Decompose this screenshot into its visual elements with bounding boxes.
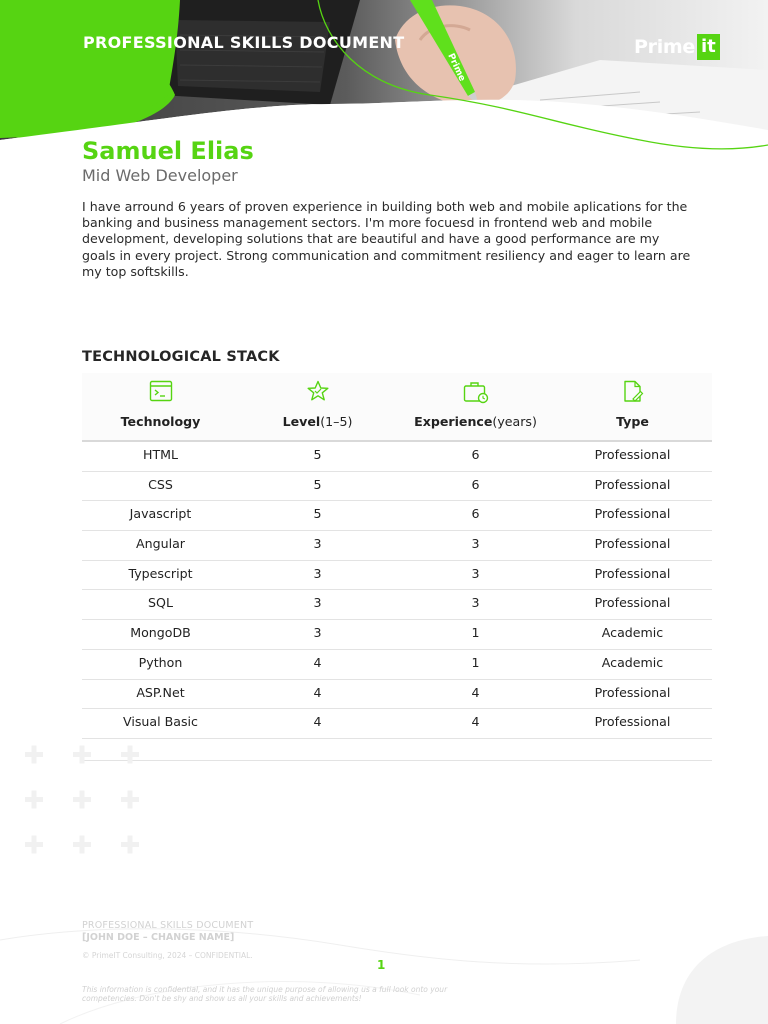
table-row [82, 680, 712, 710]
column-label-technology: Technology [120, 414, 201, 429]
column-header-level [239, 373, 396, 440]
footer-copyright: © PrimeIT Consulting, 2024 – CONFIDENTIAL. [82, 951, 253, 960]
cell-experience: 3 [471, 595, 480, 611]
cell-level: 4 [313, 654, 322, 670]
cell-type: Professional [594, 506, 671, 522]
cell-level: 5 [313, 447, 322, 462]
document-edit-icon [621, 380, 645, 404]
table-bottom-divider [82, 760, 712, 761]
cell-type: Academic [601, 625, 664, 641]
footer-document-title: PROFESSIONAL SKILLS DOCUMENT [82, 920, 254, 931]
page-number: 1 [377, 958, 386, 972]
plus-pattern-decoration [22, 740, 152, 860]
cell-level: 4 [313, 714, 322, 730]
column-label-experience: Experience [414, 414, 493, 429]
cell-level: 3 [313, 536, 322, 552]
cell-type: Academic [601, 654, 664, 670]
cell-type: Professional [594, 714, 671, 730]
table-header [82, 373, 712, 442]
cell-type: Professional [594, 565, 671, 581]
briefcase-clock-icon [463, 380, 489, 404]
document-title: PROFESSIONAL SKILLS DOCUMENT [83, 33, 405, 52]
cell-type: Professional [594, 684, 671, 700]
star-icon [306, 380, 330, 402]
cell-level: 4 [313, 684, 322, 700]
table-row [82, 709, 712, 739]
cell-experience: 3 [471, 565, 480, 581]
cell-type: Professional [594, 536, 671, 552]
terminal-window-icon [149, 380, 173, 402]
cell-technology: ASP.Net [136, 684, 185, 700]
cell-technology: MongoDB [130, 625, 191, 641]
cell-type: Professional [594, 595, 671, 611]
column-unit-experience: (years) [492, 414, 537, 429]
column-header-type [554, 373, 711, 440]
cell-technology: Typescript [128, 565, 193, 581]
table-row [82, 590, 712, 620]
cell-experience: 6 [471, 476, 480, 492]
cell-technology: CSS [148, 476, 173, 492]
pen-brand-text: Prime [445, 52, 467, 84]
cell-type: Professional [594, 476, 671, 492]
cell-experience: 4 [471, 714, 480, 730]
column-header-technology [82, 373, 239, 440]
column-label-type: Type [616, 414, 649, 429]
column-unit-level: (1–5) [320, 414, 353, 429]
cell-experience: 6 [471, 447, 480, 462]
cell-technology: Visual Basic [123, 714, 198, 730]
logo-box: it [697, 34, 720, 60]
logo-word: Prime [634, 36, 695, 58]
table-row [82, 501, 712, 531]
cell-experience: 4 [471, 684, 480, 700]
cell-technology: Python [138, 654, 183, 670]
cell-type: Professional [594, 447, 671, 462]
cell-level: 5 [313, 506, 322, 522]
table-row [82, 620, 712, 650]
table-row [82, 650, 712, 680]
cell-experience: 6 [471, 506, 480, 522]
profile-summary: I have arround 6 years of proven experience in building both web and mobile aplications for the banking and business management sectors. I'm more focuesd in frontend web and mobile development, developing solutions that are beautiful and have a good performance are my goals in every project. Strong communication and commitment resiliency and eager to learn are my top softskills. [82, 199, 691, 279]
person-role: Mid Web Developer [82, 166, 238, 185]
section-title-tech-stack: TECHNOLOGICAL STACK [82, 349, 280, 365]
column-label-level: Level [282, 414, 321, 429]
tech-stack-table [82, 373, 712, 739]
column-header-experience [397, 373, 554, 440]
cell-level: 5 [313, 476, 322, 492]
cell-experience: 3 [471, 536, 480, 552]
header-photo-banner [0, 0, 768, 160]
cell-technology: Javascript [129, 506, 192, 522]
footer-confidential-note: This information is confidential, and it has the unique purpose of allowing us a full look onto your competencies. Don't be shy and show us all your skills and achievements! [82, 985, 448, 1003]
table-row [82, 561, 712, 591]
cell-level: 3 [313, 625, 322, 641]
cell-experience: 1 [471, 625, 480, 641]
person-name: Samuel Elias [82, 137, 254, 165]
footer-candidate-name: [JOHN DOE – CHANGE NAME] [82, 932, 235, 943]
company-logo [634, 33, 720, 61]
table-row [82, 442, 712, 472]
cell-technology: HTML [142, 447, 179, 462]
cell-experience: 1 [471, 654, 480, 670]
table-row [82, 472, 712, 502]
table-row [82, 531, 712, 561]
cell-technology: Angular [136, 536, 185, 552]
cell-level: 3 [313, 565, 322, 581]
cell-level: 3 [313, 595, 322, 611]
cell-technology: SQL [148, 595, 173, 611]
